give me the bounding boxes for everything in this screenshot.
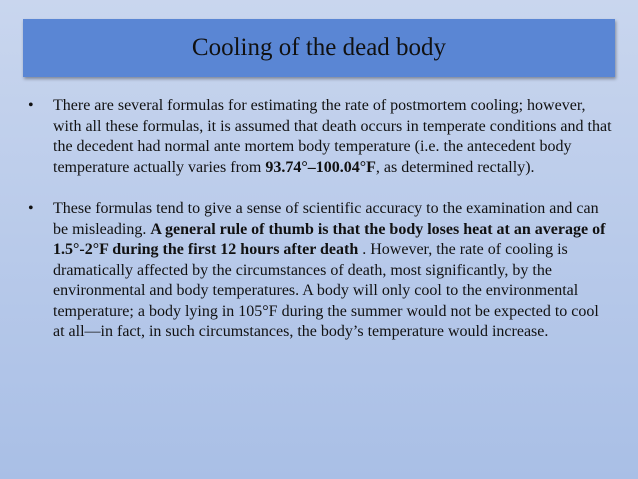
- bullet-text-part: These formulas tend to give a sense of scientific accuracy to the examination and can be misleading.: [53, 200, 599, 238]
- bullet-text-part: , as determined rectally).: [375, 158, 535, 176]
- title-bar: [23, 19, 615, 77]
- slide-title: Cooling of the dead body: [191, 34, 447, 61]
- bullet-text: [53, 96, 613, 178]
- bullet-bold-text: A general rule of thumb is that the body loses heat at an average of 1.5°-2°F during the first 12 hours after death: [53, 220, 606, 258]
- bullet-item: [28, 96, 618, 178]
- bullet-text: [53, 199, 613, 343]
- bullet-bold-text: 93.74°–100.04°F: [265, 158, 376, 176]
- bullet-icon: •: [28, 97, 34, 114]
- bullet-text-part: There are several formulas for estimating the rate of postmortem cooling; however, with all these formulas, it is assumed that death occurs in temperate conditions and that the decedent had normal ante mortem body temperature (i.e. the antecedent body temperature actually varies from: [53, 97, 612, 176]
- bullet-item: [28, 199, 618, 343]
- bullet-list: [28, 96, 618, 364]
- bullet-icon: •: [28, 200, 34, 217]
- bullet-text-part: . However, the rate of cooling is dramatically affected by the circumstances of death, most significantly, by the environmental and body temperatures. A body will only cool to the environmental temperature; a body lying in 105°F during the summer would not be expected to cool at all—in fact, in such circumstances, the body’s temperature would increase.: [53, 241, 599, 340]
